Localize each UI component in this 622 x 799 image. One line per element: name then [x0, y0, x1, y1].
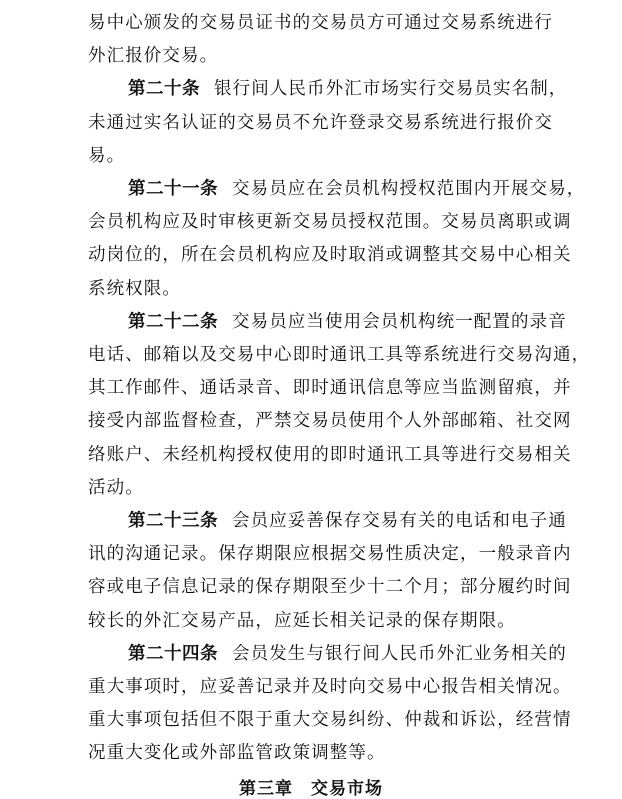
text-line: 活动。 [88, 477, 144, 498]
article-21-text: 交易员应在会员机构授权范围内开展交易， [232, 179, 586, 199]
article-22-line [128, 312, 567, 332]
text-line: 电话、邮箱以及交易中心即时通讯工具等系统进行交易沟通， [88, 345, 591, 365]
text-line: 其工作邮件、通话录音、即时通讯信息等应当监测留痕，并 [88, 378, 572, 399]
text-line: 会员机构应及时审核更新交易员授权范围。交易员离职或调 [88, 212, 572, 233]
text-line: 容或电子信息记录的保存期限至少十二个月；部分履约时间 [88, 577, 572, 598]
text-line: 重大事项时，应妥善记录并及时向交易中心报告相关情况。 [88, 677, 572, 697]
text-line: 讯的沟通记录。保存期限应根据交易性质决定，一般录音内 [88, 544, 572, 565]
text-line: 动岗位的，所在会员机构应及时取消或调整其交易中心相关 [88, 245, 572, 266]
article-20-text: 银行间人民币外汇市场实行交易员实名制， [214, 79, 568, 100]
text-line: 络账户、未经机构授权使用的即时通讯工具等进行交易相关 [88, 444, 572, 465]
text-line: 易。 [88, 145, 126, 166]
article-23-number: 第二十三条 [128, 511, 218, 531]
article-22-text: 交易员应当使用会员机构统一配置的录音 [232, 311, 567, 332]
text-line: 系统权限。 [88, 278, 181, 299]
article-24-text: 会员发生与银行间人民币外汇业务相关的 [232, 643, 567, 664]
text-line: 况重大变化或外部监管政策调整等。 [88, 743, 386, 764]
chapter-heading [0, 779, 622, 799]
text-line: 接受内部监督检查，严禁交易员使用个人外部邮箱、社交网 [88, 411, 572, 432]
article-24-line [128, 644, 567, 664]
article-21-line [128, 179, 585, 199]
article-23-line [128, 511, 567, 531]
article-20-line [128, 79, 567, 99]
article-24-number: 第二十四条 [128, 643, 218, 664]
chapter-number: 第三章 [239, 778, 293, 799]
article-21-number: 第二十一条 [128, 179, 218, 199]
chapter-title: 交易市场 [311, 778, 383, 799]
article-23-text: 会员应妥善保存交易有关的电话和电子通 [232, 511, 567, 531]
text-line: 重大事项包括但不限于重大交易纠纷、仲裁和诉讼，经营情 [88, 710, 572, 731]
article-20-number: 第二十条 [128, 79, 200, 100]
text-line: 未通过实名认证的交易员不允许登录交易系统进行报价交 [88, 112, 553, 133]
text-line: 外汇报价交易。 [88, 46, 219, 67]
article-22-number: 第二十二条 [128, 311, 218, 332]
text-line: 易中心颁发的交易员证书的交易员方可通过交易系统进行 [88, 13, 553, 33]
text-line: 较长的外汇交易产品，应延长相关记录的保存期限。 [88, 610, 516, 631]
